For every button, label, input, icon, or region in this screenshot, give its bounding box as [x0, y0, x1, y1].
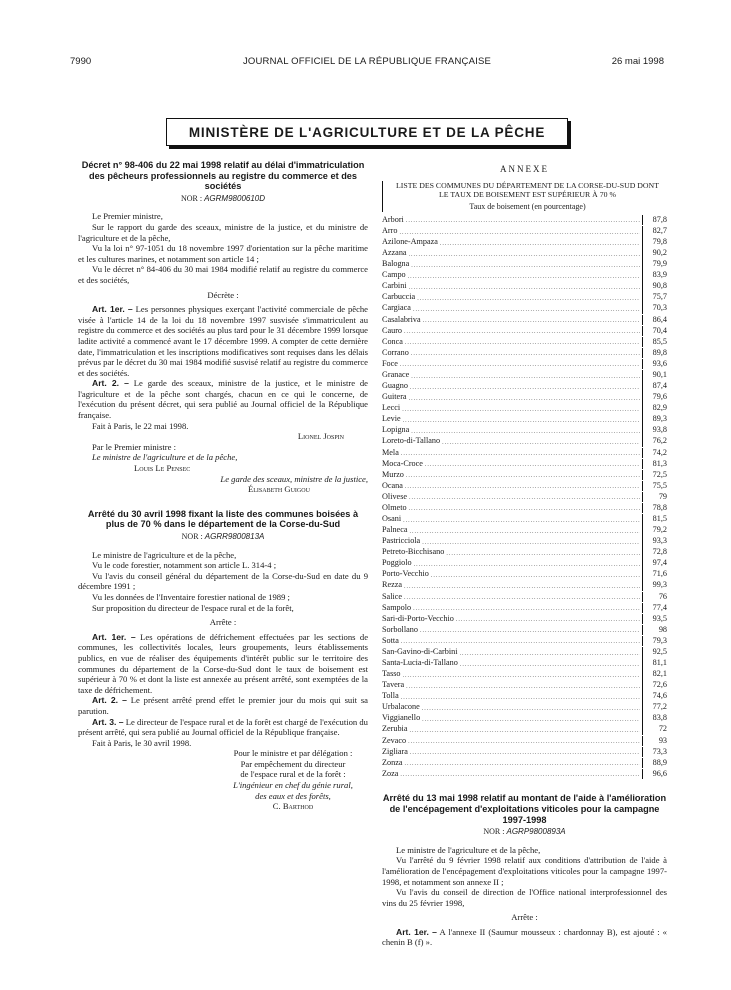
commune-rate: 75,5 [642, 481, 667, 492]
commune-rate: 81,5 [642, 514, 667, 525]
commune-name: San-Gavino-di-Carbini [382, 646, 458, 656]
arrete1-art3: Art. 3. – Le directeur de l'espace rural et de la forêt est chargé de l'exécution du présent arrêté, qui sera publié au Journal officiel de la République française. [78, 716, 368, 738]
commune-row [382, 635, 667, 646]
commune-name: Porto-Vecchio [382, 569, 429, 579]
commune-rate: 89,3 [642, 414, 667, 425]
dot-leader [411, 262, 640, 270]
dot-leader [417, 295, 640, 303]
dot-leader [404, 760, 640, 768]
commune-name: Cauro [382, 325, 403, 335]
commune-row [382, 768, 667, 779]
commune-row [382, 746, 667, 757]
commune-row [382, 591, 667, 602]
dot-leader [410, 384, 640, 392]
commune-row [382, 447, 667, 458]
commune-row [382, 403, 667, 414]
signature-guigou: Élisabeth Guigou [248, 484, 310, 495]
commune-row [382, 547, 667, 558]
commune-rate: 82,1 [642, 669, 667, 680]
commune-row [382, 491, 667, 502]
commune-name: Petreto-Bicchisano [382, 547, 445, 557]
decret-para: Sur le rapport du garde des sceaux, ministre de la justice, et du ministre de l'agriculture et de la pêche, [78, 221, 368, 243]
commune-row [382, 237, 667, 248]
commune-rate: 75,7 [642, 292, 667, 303]
commune-row [382, 525, 667, 536]
decret-para: Vu la loi n° 97-1051 du 18 novembre 1997 d'orientation sur la pêche maritime et les cultures marines, et notamment son article 14 ; [78, 243, 368, 264]
commune-name: Granace [382, 369, 410, 379]
commune-row [382, 458, 667, 469]
commune-rate: 77,2 [642, 702, 667, 713]
annexe-subtitle: LISTE DES COMMUNES DU DÉPARTEMENT DE LA CORSE-DU-SUD DONT LE TAUX DE BOISEMENT EST SUPÉRIEUR À 70 % [396, 180, 659, 200]
dot-leader [405, 483, 640, 491]
dot-leader [456, 616, 640, 624]
commune-row [382, 425, 667, 436]
arrete2-nor: NOR : AGRP9800893A [483, 827, 566, 837]
arrete1-art1: Art. 1er. – Les opérations de défrichement effectuées par les sections de communes, les collectivités locales, leurs groupements, leurs établissements publics, en vue de réaliser des équipements d'intérêt public sur le territoire des communes du département de la Corse-du-Sud dont le taux de boisement est supérieur à 70 % et dont la liste est annexée au présent arrêté, sont exemptées de la taxe de défrichement. [78, 631, 369, 695]
commune-rate: 93,5 [642, 614, 667, 625]
commune-rate: 82,7 [642, 226, 667, 237]
dot-leader [401, 450, 640, 458]
commune-name: Sotta [382, 635, 399, 645]
commune-name: Tolla [382, 691, 399, 701]
commune-name: Lecci [382, 403, 401, 413]
dot-leader [404, 328, 640, 336]
journal-title: JOURNAL OFFICIEL DE LA RÉPUBLIQUE FRANÇAISE [242, 56, 492, 67]
commune-row [382, 480, 667, 491]
dot-leader [409, 284, 640, 292]
issue-date: 26 mai 1998 [611, 56, 664, 67]
dot-leader [409, 727, 640, 735]
commune-rate: 72,5 [642, 470, 667, 481]
annexe-heading: ANNEXE [500, 164, 549, 174]
dot-leader [403, 517, 640, 525]
par-premier-ministre: Par le Premier ministre : [92, 441, 177, 452]
commune-rate: 97,4 [642, 558, 667, 569]
signature-jospin: Lionel Jospin [297, 431, 344, 442]
dot-leader [405, 339, 640, 347]
commune-name: Corrano [382, 347, 409, 357]
commune-name: Arbori [382, 214, 404, 224]
commune-row [382, 270, 667, 281]
decret-para: Vu le décret n° 84-406 du 30 mai 1984 modifié relatif au registre du commerce et des sociétés, [78, 264, 368, 285]
annexe-table-header [382, 181, 667, 213]
commune-row [382, 724, 667, 735]
dot-leader [399, 229, 640, 237]
dot-leader [409, 494, 640, 502]
commune-row [382, 436, 667, 447]
commune-rate: 77,4 [642, 603, 667, 614]
commune-row [382, 469, 667, 480]
commune-row [382, 680, 667, 691]
commune-rate: 93,6 [642, 359, 667, 370]
commune-rate: 83,8 [642, 713, 667, 724]
dot-leader [446, 550, 640, 558]
decret-art2: Art. 2. – Le garde des sceaux, ministre de la justice, et le ministre de l'agriculture et de la pêche sont chargés, chacun en ce qui le concerne, de l'exécution du présent décret, qui sera publié au Journal officiel de la République française. [78, 378, 368, 421]
dot-leader [409, 251, 640, 259]
commune-name: Santa-Lucia-di-Tallano [382, 657, 458, 667]
dot-leader [423, 317, 640, 325]
commune-row [382, 624, 667, 635]
dot-leader [425, 461, 640, 469]
dot-leader [403, 417, 640, 425]
commune-row [382, 580, 667, 591]
commune-rate: 88,9 [642, 758, 667, 769]
signature-barthod: C. Barthod [272, 801, 314, 812]
taux-label: Taux de boisement (en pourcentage) [469, 201, 586, 211]
commune-name: Balogna [382, 259, 410, 269]
commune-rate: 73,3 [642, 747, 667, 758]
arrete1-para: Vu le code forestier, notamment son article L. 314-4 ; [92, 560, 277, 571]
commune-row [382, 735, 667, 746]
dot-leader [440, 240, 640, 248]
commune-name: Conca [382, 336, 403, 346]
commune-name: Azilone-Ampaza [382, 237, 438, 247]
dot-leader [409, 528, 640, 536]
commune-rate: 70,4 [642, 326, 667, 337]
dot-leader [460, 661, 640, 669]
commune-name: Sorbollano [382, 624, 418, 634]
commune-row [382, 536, 667, 547]
commune-name: Murzo [382, 469, 404, 479]
dot-leader [409, 505, 640, 513]
dot-leader [404, 594, 640, 602]
commune-rate: 93 [642, 736, 667, 747]
commune-rate: 81,3 [642, 459, 667, 470]
commune-rate: 89,8 [642, 348, 667, 359]
commune-row [382, 513, 667, 524]
decret-fait: Fait à Paris, le 22 mai 1998. [92, 420, 189, 431]
page-number: 7990 [70, 56, 92, 67]
decret-para: Le Premier ministre, [92, 211, 163, 222]
commune-name: Zerubia [382, 724, 408, 734]
dot-leader [411, 428, 640, 436]
dot-leader [401, 694, 640, 702]
commune-row [382, 702, 667, 713]
arrete1-para: Vu les données de l'Inventaire forestier national de 1989 ; [92, 591, 290, 602]
role-justice: Le garde des sceaux, ministre de la justice, [220, 473, 368, 484]
commune-name: Zigliara [382, 746, 408, 756]
commune-rate: 83,9 [642, 270, 667, 281]
arrete2-para: Vu l'arrêté du 9 février 1998 relatif aux conditions d'attribution de l'aide à l'amélioration de l'encépagement d'exploitations viticoles pour la campagne 1997-1998, et notamment son annexe II ; [382, 855, 667, 887]
dot-leader [413, 605, 640, 613]
dot-leader [413, 306, 640, 314]
commune-row [382, 303, 667, 314]
commune-row [382, 214, 667, 225]
commune-name: Zevaco [382, 735, 407, 745]
commune-rate: 79,8 [642, 237, 667, 248]
commune-row [382, 358, 667, 369]
dot-leader [431, 572, 640, 580]
commune-name: Olmeto [382, 502, 407, 512]
commune-row [382, 646, 667, 657]
commune-name: Zoza [382, 768, 399, 778]
commune-name: Guagno [382, 381, 408, 391]
commune-row [382, 347, 667, 358]
commune-rate: 99,3 [642, 580, 667, 591]
commune-name: Pastricciola [382, 536, 421, 546]
decret-title: Décret n° 98-406 du 22 mai 1998 relatif au délai d'immatriculation des pêcheurs professionnels au registre du commerce et des sociétés [81, 160, 365, 192]
commune-name: Tavera [382, 680, 405, 690]
commune-row [382, 381, 667, 392]
commune-name: Casalabriva [382, 314, 421, 324]
commune-rate: 76,2 [642, 436, 667, 447]
arrete2-title: Arrêté du 13 mai 1998 relatif au montant de l'aide à l'amélioration de l'encépagement d'exploitations viticoles pour la campagne 1997-1998 [382, 793, 667, 825]
commune-rate: 90,2 [642, 248, 667, 259]
commune-row [382, 314, 667, 325]
commune-name: Foce [382, 358, 398, 368]
commune-name: Ocana [382, 480, 403, 490]
commune-name: Azzana [382, 248, 407, 258]
dot-leader [406, 472, 640, 480]
commune-name: Lopigna [382, 425, 410, 435]
commune-rate: 96,6 [642, 769, 667, 780]
dot-leader [406, 217, 640, 225]
commune-row [382, 281, 667, 292]
commune-name: Tasso [382, 669, 401, 679]
arrete2-para: Le ministre de l'agriculture et de la pêche, [396, 844, 541, 855]
commune-name: Loreto-di-Tallano [382, 436, 441, 446]
commune-rate: 87,8 [642, 215, 667, 226]
arrete1-fait: Fait à Paris, le 30 avril 1998. [92, 737, 192, 748]
commune-name: Osani [382, 513, 402, 523]
commune-name: Viggianello [382, 713, 421, 723]
commune-name: Carbuccia [382, 292, 416, 302]
commune-name: Guitera [382, 392, 407, 402]
dot-leader [400, 771, 640, 779]
commune-name: Campo [382, 270, 406, 280]
commune-name: Carbini [382, 281, 407, 291]
commune-row [382, 569, 667, 580]
commune-rate: 86,4 [642, 315, 667, 326]
commune-rate: 71,6 [642, 569, 667, 580]
commune-rate: 79 [642, 492, 667, 503]
commune-list [382, 214, 667, 779]
arrete1-signature-block: Pour le ministre et par délégation : Par empêchement du directeur de l'espace rural et de la forêt : L'ingénieur en chef du génie rural, des eaux et des forêts, C. Barthod [218, 748, 368, 812]
dot-leader [411, 373, 640, 381]
commune-rate: 79,2 [642, 525, 667, 536]
commune-rate: 98 [642, 625, 667, 636]
commune-name: Cargiaca [382, 303, 411, 313]
dot-leader [422, 716, 640, 724]
commune-rate: 79,3 [642, 636, 667, 647]
commune-rate: 90,1 [642, 370, 667, 381]
commune-row [382, 325, 667, 336]
commune-name: Poggiolo [382, 558, 412, 568]
decret-art1: Art. 1er. – Les personnes physiques exerçant l'activité commerciale de pêche visée à l'article 14 de la loi du 18 novembre 1997 susvisée s'immatriculent au registre du commerce et des sociétés au plus tard pour le 31 décembre 1999 lorsque ladite activité a commencé avant le 17 décembre 1999. A compter de cette dernière date, l'immatriculation et les inscriptions modificatives sont requises dans les délais prévus par le décret du 30 mai 1984 modifié susvisé relatif au registre du commerce et des sociétés. [78, 304, 369, 378]
commune-row [382, 502, 667, 513]
dot-leader [406, 683, 640, 691]
commune-rate: 85,5 [642, 337, 667, 348]
dot-leader [403, 672, 640, 680]
commune-name: Sari-di-Porto-Vecchio [382, 613, 454, 623]
arrete1-label: Arrête : [209, 617, 237, 628]
right-column [382, 160, 667, 948]
commune-rate: 70,3 [642, 303, 667, 314]
dot-leader [410, 749, 640, 757]
commune-row [382, 691, 667, 702]
commune-row [382, 259, 667, 270]
commune-row [382, 669, 667, 680]
commune-name: Levie [382, 414, 401, 424]
dot-leader [408, 273, 640, 281]
commune-name: Olivese [382, 491, 408, 501]
dot-leader [404, 583, 640, 591]
running-header [70, 56, 664, 72]
commune-row [382, 248, 667, 259]
commune-name: Urbalacone [382, 702, 420, 712]
decret-nor: NOR : AGRM9800610D [180, 193, 266, 203]
commune-name: Sampolo [382, 602, 412, 612]
commune-rate: 79,6 [642, 392, 667, 403]
commune-rate: 74,2 [642, 448, 667, 459]
dot-leader [460, 650, 641, 658]
dot-leader [411, 350, 640, 358]
commune-name: Mela [382, 447, 399, 457]
commune-row [382, 757, 667, 768]
dot-leader [420, 627, 640, 635]
commune-name: Rezza [382, 580, 402, 590]
commune-rate: 92,5 [642, 647, 667, 658]
dot-leader [442, 439, 640, 447]
dot-leader [409, 395, 640, 403]
commune-name: Zonza [382, 757, 403, 767]
commune-row [382, 602, 667, 613]
commune-row [382, 392, 667, 403]
commune-row [382, 292, 667, 303]
arrete1-para: Sur proposition du directeur de l'espace rural et de la forêt, [92, 602, 294, 613]
arrete1-para: Le ministre de l'agriculture et de la pêche, [92, 549, 237, 560]
commune-name: Arro [382, 225, 398, 235]
dot-leader [400, 361, 640, 369]
commune-rate: 76 [642, 592, 667, 603]
left-column [78, 160, 368, 812]
commune-row [382, 414, 667, 425]
commune-rate: 74,6 [642, 691, 667, 702]
arrete2-label: Arrête : [511, 912, 538, 923]
dot-leader [408, 738, 640, 746]
commune-row [382, 558, 667, 569]
commune-rate: 90,8 [642, 281, 667, 292]
commune-rate: 81,1 [642, 658, 667, 669]
dot-leader [401, 638, 640, 646]
dot-leader [422, 705, 640, 713]
arrete1-title: Arrêté du 30 avril 1998 fixant la liste des communes boisées à plus de 70 % dans le département de la Corse-du-Sud [87, 508, 359, 530]
decrete-label: Décrète : [207, 289, 239, 300]
commune-name: Moca-Croce [382, 458, 423, 468]
dot-leader [422, 539, 640, 547]
commune-row [382, 336, 667, 347]
commune-rate: 87,4 [642, 381, 667, 392]
commune-row [382, 225, 667, 236]
commune-row [382, 658, 667, 669]
dot-leader [414, 561, 640, 569]
dot-leader [402, 406, 640, 414]
commune-row [382, 613, 667, 624]
commune-rate: 72 [642, 724, 667, 735]
commune-rate: 93,3 [642, 536, 667, 547]
commune-rate: 79,9 [642, 259, 667, 270]
commune-rate: 78,8 [642, 503, 667, 514]
commune-rate: 93,8 [642, 425, 667, 436]
arrete2-para: Vu l'avis du conseil de direction de l'Office national interprofessionnel des vins du 25 février 1998, [382, 887, 667, 908]
arrete1-art2: Art. 2. – Le présent arrêté prend effet le premier jour du mois qui suit sa parution. [78, 695, 368, 716]
commune-name: Salice [382, 591, 403, 601]
commune-rate: 82,9 [642, 403, 667, 414]
commune-row [382, 713, 667, 724]
signature-le-pensec: Louis Le Pensec [134, 463, 191, 474]
commune-rate: 72,8 [642, 547, 667, 558]
commune-rate: 72,6 [642, 680, 667, 691]
arrete2-art1: Art. 1er. – A l'annexe II (Saumur mousseux : chardonnay B), est ajouté : « chenin B (f) ». [382, 926, 667, 948]
arrete1-para: Vu l'avis du conseil général du département de la Corse-du-Sud en date du 9 décembre 1991 ; [78, 570, 368, 592]
commune-row [382, 369, 667, 380]
ministry-banner: MINISTÈRE DE L'AGRICULTURE ET DE LA PÊCHE [166, 118, 568, 146]
commune-name: Palneca [382, 525, 408, 535]
arrete1-nor: NOR : AGRR9800813A [181, 532, 265, 541]
role-agriculture: Le ministre de l'agriculture et de la pêche, [92, 452, 238, 463]
